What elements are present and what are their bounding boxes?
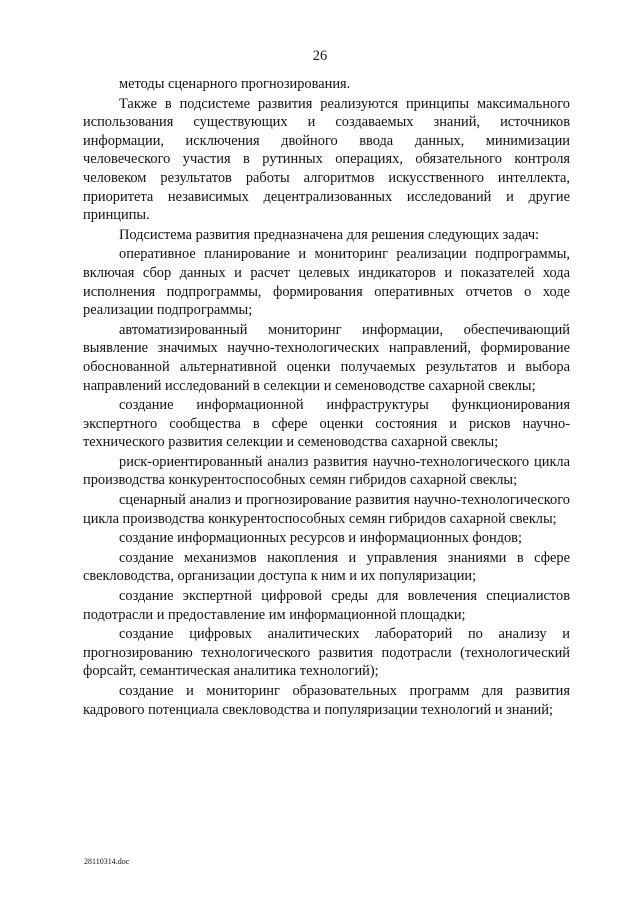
list-item-knowledge-management: создание механизмов накопления и управления знаниями в сфере свекловодства, организации доступа к ним и их популяризации; [83, 549, 570, 585]
list-item-scenario-analysis: сценарный анализ и прогнозирование развития научно-технологического цикла производства конкурентоспособных семян гибридов сахарной свеклы; [83, 492, 570, 527]
list-item-risk-analysis: риск-ориентированный анализ развития научно-технологического цикла производства конкурентоспособных семян гибридов сахарной свеклы; [83, 453, 570, 489]
paragraph-continuation: методы сценарного прогнозирования. [119, 76, 351, 92]
document-body [83, 75, 570, 719]
list-item-monitoring: автоматизированный мониторинг информации, обеспечивающий выявление значимых научно-технологических направлений, формирование обоснованной альтернативной оценки получаемых результатов и выбора направлений исследований в селекции и семеноводстве сахарной свеклы; [83, 321, 570, 394]
paragraph-principles: Также в подсистеме развития реализуются принципы максимального использования существующих и создаваемых знаний, источников информации, исключения двойного ввода данных, минимизации человеческого участия в рутинных операциях, обязательного контроля человеком результатов работы алгоритмов искусственного интеллекта, приоритета независимых децентрализованных исследований и другие принципы. [83, 95, 570, 224]
list-item-digital-labs: создание цифровых аналитических лабораторий по анализу и прогнозированию технологического развития подотрасли (технологический форсайт, семантическая аналитика технологий); [83, 626, 570, 680]
page-number: 26 [312, 48, 328, 64]
list-item-expert-environment: создание экспертной цифровой среды для вовлечения специалистов подотрасли и предоставление им информационной площадки; [83, 588, 570, 623]
list-item-education-programs: создание и мониторинг образовательных программ для развития кадрового потенциала свекловодства и популяризации технологий и знаний; [83, 683, 570, 718]
list-item-infrastructure: создание информационной инфраструктуры функционирования экспертного сообщества в сфере оценки состояния и рисков научно-технического развития селекции и семеноводства сахарной свеклы; [83, 397, 570, 451]
paragraph-tasks-intro: Подсистема развития предназначена для решения следующих задач: [119, 226, 540, 243]
footer-filename: 28110314.doc [84, 857, 130, 866]
list-item-information-resources: создание информационных ресурсов и информационных фондов; [119, 530, 522, 547]
list-item-planning: оперативное планирование и мониторинг реализации подпрограммы, включая сбор данных и расчет целевых индикаторов и показателей хода исполнения подпрограммы, формирования оперативных отчетов о ходе реализации подпрограммы; [83, 246, 570, 319]
